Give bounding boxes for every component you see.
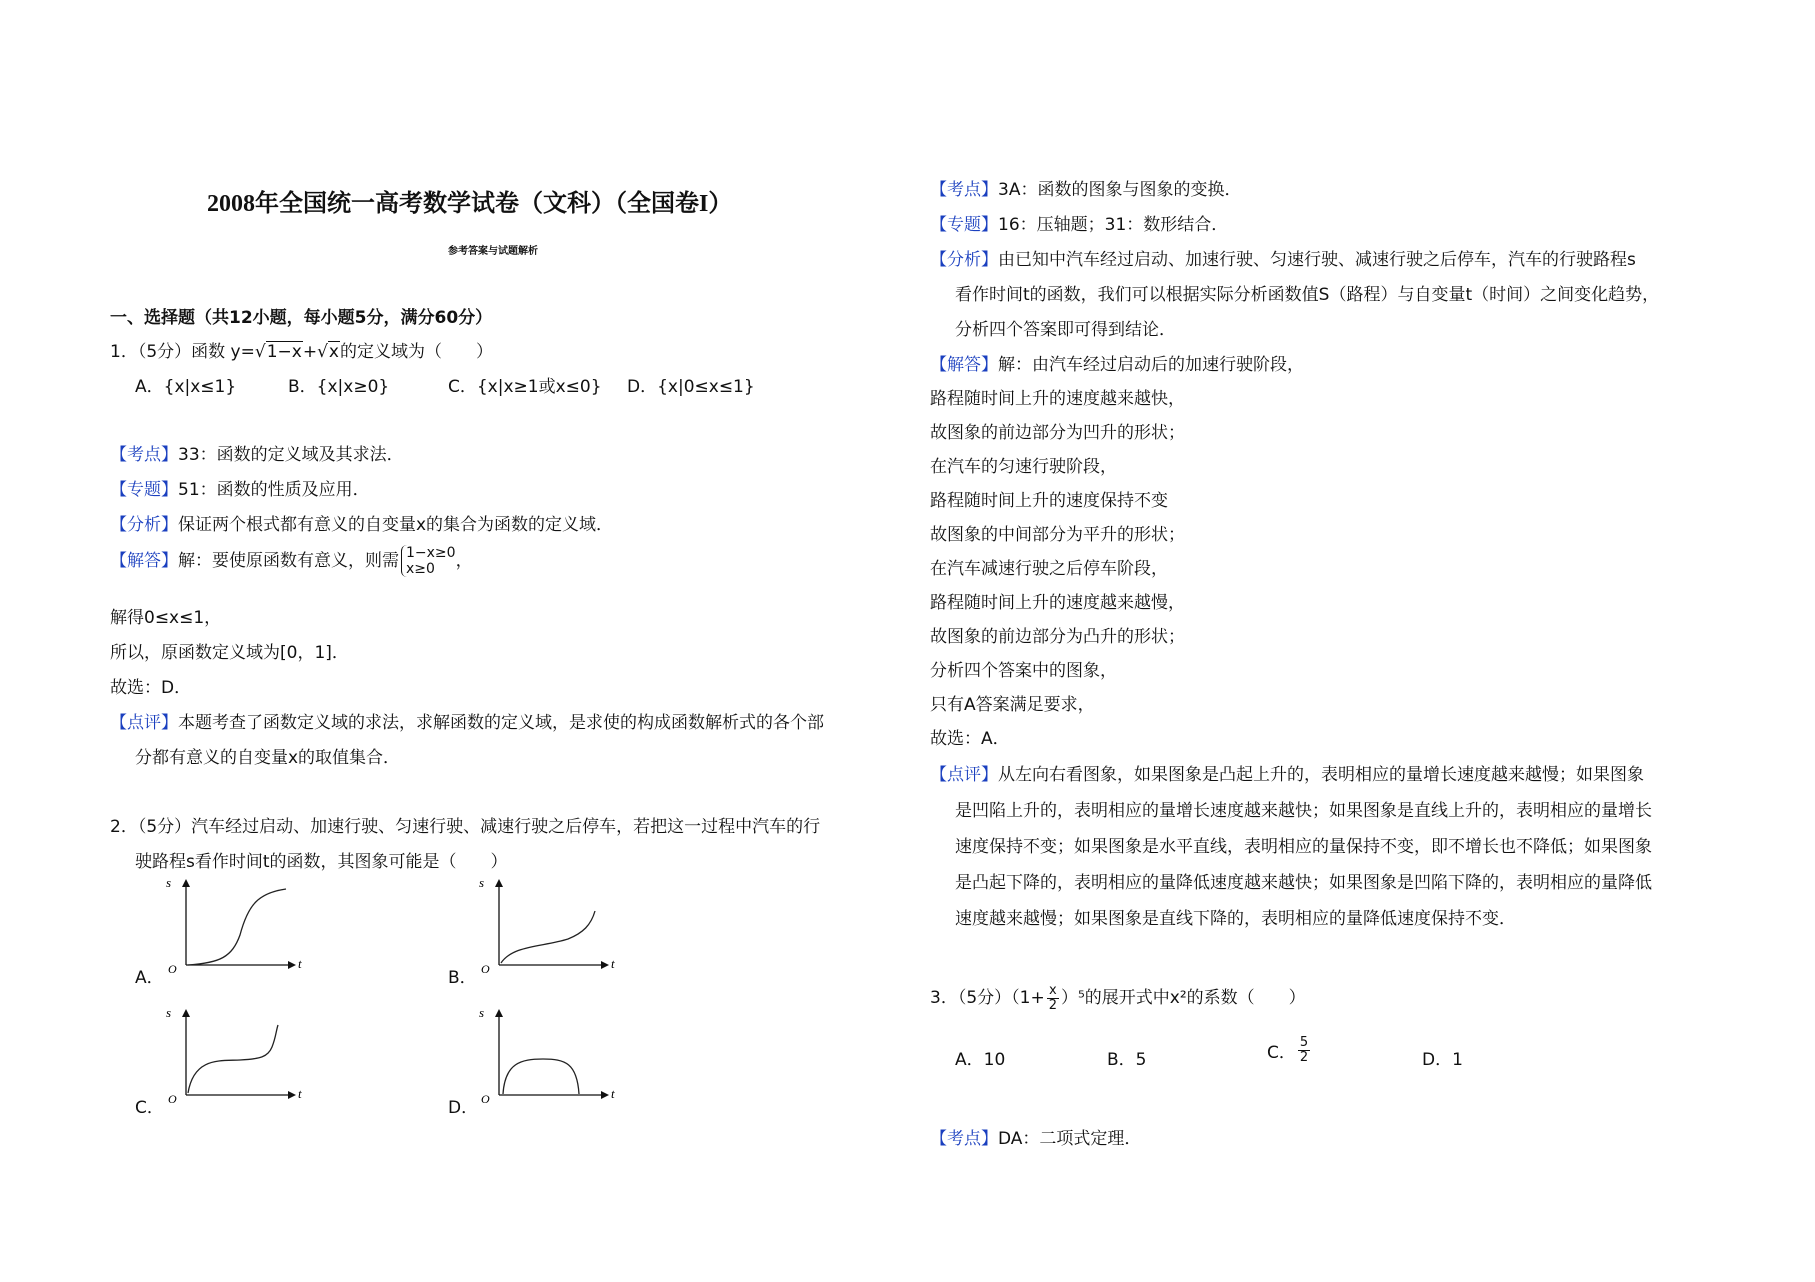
q2-solution-line: 分析四个答案中的图象， <box>930 661 1117 681</box>
q2-solution-line: 路程随时间上升的速度保持不变 <box>930 491 1168 511</box>
curve-a <box>188 889 286 965</box>
q2-solution-line: 故图象的前边部分为凸升的形状； <box>930 627 1185 647</box>
q2-dianping-cont: 速度越来越慢；如果图象是直线下降的，表明相应的量降低速度保持不变． <box>955 909 1516 929</box>
fraction: $\frac{x}{2}$ <box>1048 982 1057 1013</box>
axis-label-t: t <box>298 956 302 971</box>
q1-option-d: D．{x|0≤x≤1} <box>627 377 755 397</box>
q2-solution-line: 故图象的中间部分为平升的形状； <box>930 525 1185 545</box>
q1-dianping-cont: 分都有意义的自变量x的取值集合． <box>135 748 401 768</box>
q2-jieda: 【解答】解：由汽车经过启动后的加速行驶阶段， <box>930 355 1304 375</box>
origin-label: O <box>481 1092 490 1105</box>
q2-fenxi: 【分析】由已知中汽车经过启动、加速行驶、匀速行驶、减速行驶之后停车，汽车的行驶路程s <box>930 250 1636 270</box>
equation-system: 1−x≥0 x≥0 <box>401 545 456 577</box>
q1-option-a: A．{x|x≤1} <box>135 377 237 397</box>
axis-label-s: s <box>166 1005 172 1020</box>
q1-solution-line: 所以，原函数定义域为[0，1]． <box>110 643 349 663</box>
page-subtitle: 参考答案与试题解析 <box>448 246 538 257</box>
axis-label-t: t <box>298 1086 302 1101</box>
q3-option-d: D．1 <box>1422 1050 1463 1070</box>
axis-label-t: t <box>611 1086 615 1101</box>
graph-a-label: A． <box>135 968 164 988</box>
q2-solution-line: 路程随时间上升的速度越来越慢， <box>930 593 1185 613</box>
sqrt-sign: √ <box>254 342 266 362</box>
q1-stem: 1．（5分）函数 y=√1−x+√x的定义域为（ ） <box>110 342 493 362</box>
q2-solution-line: 在汽车减速行驶之后停车阶段， <box>930 559 1168 579</box>
graph-c <box>160 1005 310 1105</box>
fraction: $\frac{5}{2}$ <box>1299 1035 1309 1065</box>
section-heading: 一、选择题（共12小题，每小题5分，满分60分） <box>110 308 493 328</box>
q2-dianping: 【点评】从左向右看图象，如果图象是凸起上升的，表明相应的量增长速度越来越慢；如果图象 <box>930 765 1644 785</box>
q1-kaodian: 【考点】33：函数的定义域及其求法． <box>110 445 404 465</box>
graph-d-label: D． <box>448 1098 479 1118</box>
q3-stem: 3．（5分）（1+ $\frac{x}{2}$ ）⁵的展开式中x²的系数（ ） <box>930 982 1306 1013</box>
q1-zhuanti: 【专题】51：函数的性质及应用． <box>110 480 370 500</box>
origin-label: O <box>168 962 177 975</box>
axis-label-t: t <box>611 956 615 971</box>
q2-solution-line: 路程随时间上升的速度越来越快， <box>930 389 1185 409</box>
origin-label: O <box>168 1092 177 1105</box>
origin-label: O <box>481 962 490 975</box>
q2-dianping-cont: 是凸起下降的，表明相应的量降低速度越来越快；如果图象是凹陷下降的，表明相应的量降低 <box>955 873 1652 893</box>
graph-a <box>160 875 310 975</box>
q1-option-c: C．{x|x≥1或x≤0} <box>448 377 602 397</box>
q3-option-a: A．10 <box>955 1050 1006 1070</box>
axis-label-s: s <box>166 875 172 890</box>
q2-dianping-cont: 速度保持不变；如果图象是水平直线，表明相应的量保持不变，即不增长也不降低；如果图象 <box>955 837 1652 857</box>
curve-c <box>188 1025 278 1093</box>
q2-kaodian: 【考点】3A：函数的图象与图象的变换． <box>930 180 1242 200</box>
q1-option-b: B．{x|x≥0} <box>288 377 390 397</box>
q1-solution-line: 解得0≤x≤1， <box>110 608 222 628</box>
axis-label-s: s <box>479 875 485 890</box>
q1-answer: 故选：D． <box>110 678 192 698</box>
sqrt-sign: √ <box>317 342 328 362</box>
q3-option-b: B．5 <box>1107 1050 1147 1070</box>
q2-fenxi-cont: 分析四个答案即可得到结论． <box>955 320 1176 340</box>
q3-kaodian: 【考点】DA：二项式定理． <box>930 1129 1142 1149</box>
q2-fenxi-cont: 看作时间t的函数，我们可以根据实际分析函数值S（路程）与自变量t（时间）之间变化趋势， <box>955 285 1660 305</box>
q2-solution-line: 在汽车的匀速行驶阶段， <box>930 457 1117 477</box>
q2-solution-line: 只有A答案满足要求， <box>930 695 1095 715</box>
q1-jieda: 【解答】解：要使原函数有意义，则需 1−x≥0 x≥0 ， <box>110 545 473 577</box>
axis-label-s: s <box>479 1005 485 1020</box>
graph-d <box>473 1005 623 1105</box>
q3-option-c: C． $\frac{5}{2}$ <box>1267 1035 1309 1065</box>
q2-stem: 2．（5分）汽车经过启动、加速行驶、匀速行驶、减速行驶之后停车，若把这一过程中汽车的行 <box>110 817 821 837</box>
graph-c-label: C． <box>135 1098 164 1118</box>
q1-dianping: 【点评】本题考查了函数定义域的求法，求解函数的定义域，是求使的构成函数解析式的各个部 <box>110 713 824 733</box>
curve-d <box>503 1059 579 1094</box>
q2-stem-cont: 驶路程s看作时间t的函数，其图象可能是（ ） <box>135 852 508 872</box>
q2-answer: 故选：A． <box>930 729 1010 749</box>
q2-zhuanti: 【专题】16：压轴题；31：数形结合． <box>930 215 1229 235</box>
curve-b <box>501 911 595 963</box>
page-title: 2008年全国统一高考数学试卷（文科）（全国卷I） <box>207 191 733 217</box>
graph-b <box>473 875 623 975</box>
q1-fenxi: 【分析】保证两个根式都有意义的自变量x的集合为函数的定义域． <box>110 515 614 535</box>
graph-b-label: B． <box>448 968 477 988</box>
q2-solution-line: 故图象的前边部分为凹升的形状； <box>930 423 1185 443</box>
q2-dianping-cont: 是凹陷上升的，表明相应的量增长速度越来越快；如果图象是直线上升的，表明相应的量增长 <box>955 801 1652 821</box>
